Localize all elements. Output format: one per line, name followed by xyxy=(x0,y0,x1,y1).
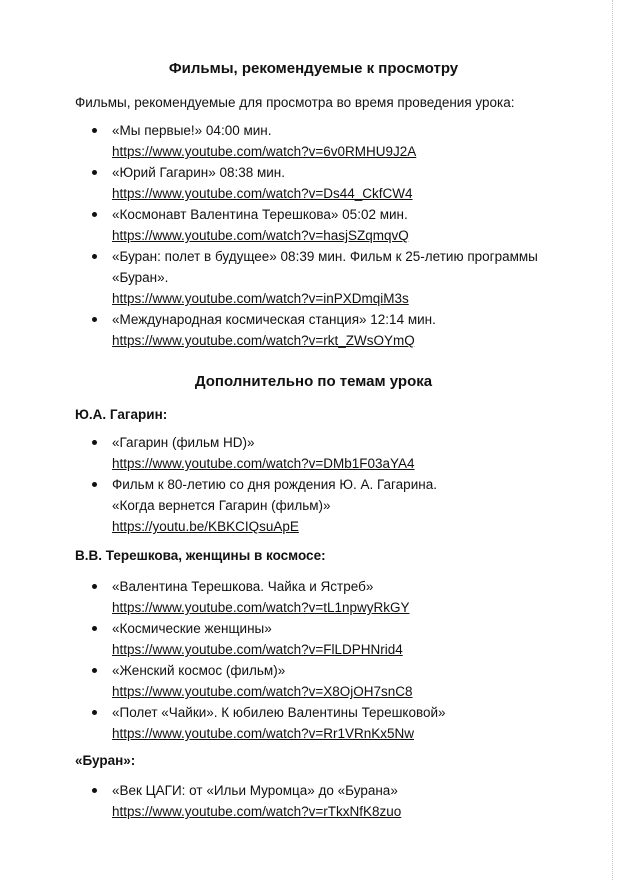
film-link[interactable]: https://www.youtube.com/watch?v=rTkxNfK8zuo xyxy=(112,804,402,819)
film-link[interactable]: https://www.youtube.com/watch?v=X8OjOH7snC8 xyxy=(112,684,413,699)
intro-text: Фильмы, рекомендуемые для просмотра во время проведения урока: xyxy=(75,95,515,110)
film-title: «Мы первые!» 04:00 мин. xyxy=(112,123,272,138)
film-title: «Международная космическая станция» 12:14 мин. xyxy=(112,312,436,327)
section-heading-tereshkova: В.В. Терешкова, женщины в космосе: xyxy=(75,548,326,563)
film-link[interactable]: https://www.youtube.com/watch?v=FlLDPHNrid4 xyxy=(112,642,403,657)
film-title: «Буран: полет в будущее» 08:39 мин. Фильм к 25-летию программы xyxy=(112,249,538,264)
film-title: «Век ЦАГИ: от «Ильи Муромца» до «Бурана» xyxy=(112,783,398,798)
film-item xyxy=(90,432,570,474)
film-item xyxy=(90,660,570,702)
film-item xyxy=(90,204,570,246)
film-link[interactable]: https://www.youtube.com/watch?v=6v0RMHU9J2A xyxy=(112,144,417,159)
film-title: «Полет «Чайки». К юбилею Валентины Терешковой» xyxy=(112,705,446,720)
film-title: «Валентина Терешкова. Чайка и Ястреб» xyxy=(112,579,374,594)
film-list xyxy=(90,120,570,351)
film-title: Фильм к 80-летию со дня рождения Ю. А. Гагарина. xyxy=(112,477,437,492)
film-link[interactable]: https://www.youtube.com/watch?v=hasjSZqmqvQ xyxy=(112,228,409,243)
film-item xyxy=(90,702,570,744)
extra-title: Дополнительно по темам урока xyxy=(194,373,433,390)
film-title: «Юрий Гагарин» 08:38 мин. xyxy=(112,165,286,180)
film-link[interactable]: https://www.youtube.com/watch?v=rkt_ZWsOYmQ xyxy=(112,333,415,348)
film-item xyxy=(90,309,570,351)
film-item xyxy=(90,120,570,162)
film-link[interactable]: https://youtu.be/KBKCIQsuApE xyxy=(112,519,299,534)
film-item xyxy=(90,780,570,822)
film-item xyxy=(90,246,570,309)
film-title: «Космические женщины» xyxy=(112,621,272,636)
film-title: «Космонавт Валентина Терешкова» 05:02 мин. xyxy=(112,207,408,222)
film-link[interactable]: https://www.youtube.com/watch?v=DMb1F03aYA4 xyxy=(112,456,415,471)
gagarin-list xyxy=(90,432,570,537)
scan-edge xyxy=(611,0,613,880)
film-link[interactable]: https://www.youtube.com/watch?v=tL1npwyRkGY xyxy=(112,600,410,615)
film-link[interactable]: https://www.youtube.com/watch?v=Ds44_CkfCW4 xyxy=(112,186,413,201)
film-title-cont: «Когда вернется Гагарин (фильм)» xyxy=(112,498,331,513)
film-item xyxy=(90,618,570,660)
section-heading-gagarin: Ю.А. Гагарин: xyxy=(75,407,168,422)
film-link[interactable]: https://www.youtube.com/watch?v=Rr1VRnKx5Nw xyxy=(112,726,415,741)
film-title: «Гагарин (фильм HD)» xyxy=(112,435,255,450)
film-item xyxy=(90,474,570,537)
tereshkova-list xyxy=(90,576,570,744)
film-link[interactable]: https://www.youtube.com/watch?v=inPXDmqiM3s xyxy=(112,291,409,306)
film-item xyxy=(90,162,570,204)
section-heading-buran: «Буран»: xyxy=(75,753,136,768)
film-title-cont: «Буран». xyxy=(112,270,169,285)
film-item xyxy=(90,576,570,618)
film-title: «Женский космос (фильм)» xyxy=(112,663,286,678)
page-title: Фильмы, рекомендуемые к просмотру xyxy=(168,60,459,77)
buran-list xyxy=(90,780,570,822)
